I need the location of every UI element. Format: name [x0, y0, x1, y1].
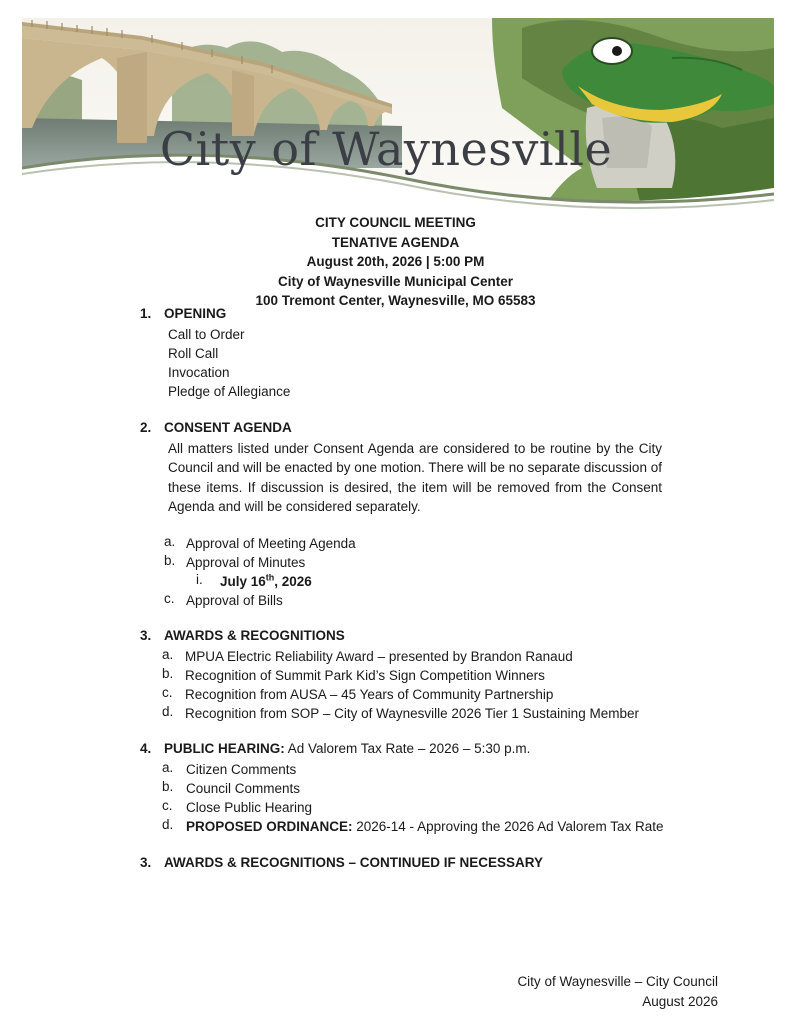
section-heading: PUBLIC HEARING: Ad Valorem Tax Rate – 2026 – 5:30 p.m. [164, 741, 531, 756]
agenda-type: TENATIVE AGENDA [331, 234, 460, 250]
sub-item-numeral: i. [196, 572, 203, 587]
list-item: Recognition from SOP – City of Waynesville 2026 Tier 1 Sustaining Member [185, 706, 639, 721]
list-item: Council Comments [186, 781, 301, 796]
section-number: 3. [140, 855, 152, 870]
item-letter: b. [162, 666, 174, 681]
section-heading: OPENING [164, 306, 227, 321]
list-item: Approval of Minutes [186, 555, 306, 570]
list-item: Pledge of Allegiance [168, 384, 291, 399]
list-item: Recognition from AUSA – 45 Years of Community Partnership [185, 687, 554, 702]
banner-title: City of Waynesville [159, 122, 613, 176]
item-letter: b. [164, 553, 176, 568]
item-letter: d. [162, 704, 174, 719]
section-awards-continued [140, 855, 700, 877]
section-public-hearing [140, 741, 700, 841]
list-item: Approval of Meeting Agenda [186, 536, 356, 551]
footer-org: City of Waynesville – City Council [517, 974, 718, 989]
section-number: 2. [140, 420, 152, 435]
consent-paragraph: All matters listed under Consent Agenda are considered to be routine by the City Council and will be enacted by one motion. There will be no separate discussion of these items. If discussion is desired, the item will be removed from the Consent Agenda and will be considered separately. [168, 441, 662, 514]
item-letter: c. [162, 798, 173, 813]
list-item: Approval of Bills [186, 593, 283, 608]
list-item: Recognition of Summit Park Kid’s Sign Competition Winners [185, 668, 545, 683]
section-opening [140, 306, 700, 406]
footer-date: August 2026 [642, 993, 718, 1009]
section-heading: AWARDS & RECOGNITIONS – CONTINUED IF NECESSARY [164, 855, 544, 870]
list-item: Call to Order [168, 327, 245, 342]
section-number: 1. [140, 306, 152, 321]
item-letter: a. [164, 534, 176, 549]
meeting-title: CITY COUNCIL MEETING [315, 215, 476, 230]
meeting-address: 100 Tremont Center, Waynesville, MO 65583 [255, 293, 536, 308]
page-footer [517, 972, 718, 1011]
city-banner [22, 18, 774, 210]
item-letter: a. [162, 647, 174, 662]
item-letter: c. [162, 685, 173, 700]
item-letter: a. [162, 760, 174, 775]
section-consent-agenda [140, 420, 700, 610]
section-awards [140, 628, 700, 728]
meeting-venue: City of Waynesville Municipal Center [277, 273, 514, 289]
list-item: Roll Call [168, 346, 219, 361]
list-item: Invocation [168, 365, 230, 380]
section-heading: AWARDS & RECOGNITIONS [164, 628, 345, 643]
list-item: Close Public Hearing [186, 800, 313, 815]
meeting-datetime: August 20th, 2026 | 5:00 PM [306, 254, 485, 269]
minutes-date: July 16th, 2026 [220, 572, 312, 589]
section-number: 3. [140, 628, 152, 643]
list-item: PROPOSED ORDINANCE: 2026-14 - Approving the 2026 Ad Valorem Tax Rate [186, 819, 664, 834]
list-item: Citizen Comments [186, 762, 297, 777]
item-letter: b. [162, 779, 174, 794]
item-letter: d. [162, 817, 174, 832]
item-letter: c. [164, 591, 175, 606]
banner-illustration [22, 18, 774, 210]
meeting-header [0, 213, 791, 311]
section-number: 4. [140, 741, 152, 756]
section-heading: CONSENT AGENDA [164, 420, 292, 435]
list-item: MPUA Electric Reliability Award – presented by Brandon Ranaud [185, 649, 573, 664]
